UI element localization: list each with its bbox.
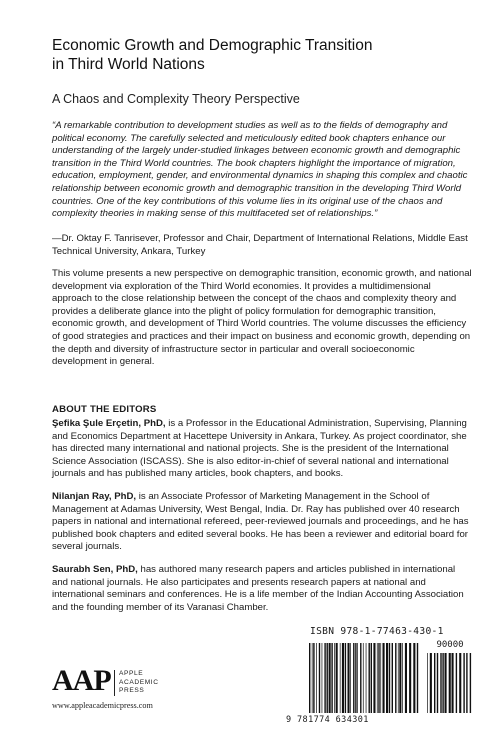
editor-bio-text: has authored many research papers and articles published in international and national journals. He also participates and presents research papers at national and international seminars and conferences. He is a life member of the Indian Accounting Association and the founding member of its Varanasi Chamber. bbox=[52, 564, 464, 613]
barcode-bar bbox=[377, 643, 378, 713]
barcode-addon-bar bbox=[449, 653, 451, 713]
endorsement-quote: “A remarkable contribution to development studies as well as to the fields of demography and political economy. The carefully selected and meticulously edited book chapters enhance our understanding of the largely under-studied linkages between economic growth and demographic transition in the Third World countries. The book chapters highlight the importance of migration, education, employment, gender, and environmental dynamics in shaping this complex and chaotic relationship between economic growth and demographic transition in the developing Third World countries. One of the key contributions of this volume lies in its original use of the chaos and complexity theories in making sense of this multifaceted set of relationships.” bbox=[52, 120, 468, 220]
barcode-bar bbox=[313, 643, 314, 713]
barcode-addon-bar bbox=[440, 653, 441, 713]
isbn-text: ISBN 978-1-77463-430-1 bbox=[310, 626, 444, 637]
barcode-bar bbox=[383, 643, 385, 713]
barcode-bar bbox=[350, 643, 351, 713]
publisher-logo-line: ACADEMIC bbox=[119, 678, 159, 686]
book-title-line-1: Economic Growth and Demographic Transition bbox=[52, 37, 373, 54]
book-title-line-2: in Third World Nations bbox=[52, 56, 205, 73]
publisher-logo bbox=[52, 664, 182, 704]
endorsement-attribution: —Dr. Oktay F. Tanrisever, Professor and Chair, Department of International Relations, Middle East Technical University, Ankara, Turkey bbox=[52, 233, 468, 257]
barcode-addon-bar bbox=[470, 653, 471, 713]
barcode-bar bbox=[348, 643, 350, 713]
editor-bio-text: is an Associate Professor of Marketing Management in the School of Management at Adamas University, West Bengal, India. Dr. Ray has published over 40 research papers in national and international refereed, peer-reviewed journals and proceedings, and he has published book chapters and edited several books. He has been a reviewer and editorial board for several journals. bbox=[52, 491, 469, 553]
barcode-price-code: 90000 bbox=[436, 640, 464, 650]
barcode-addon-bar bbox=[442, 653, 443, 713]
barcode-bar bbox=[399, 643, 401, 713]
barcode-bar bbox=[392, 643, 393, 713]
barcode-bar bbox=[366, 643, 367, 713]
barcode-bar bbox=[353, 643, 354, 713]
barcode-addon-bar bbox=[456, 653, 457, 713]
barcode-bar bbox=[371, 643, 372, 713]
barcode-addon-bar bbox=[463, 653, 464, 713]
barcode-bar bbox=[327, 643, 328, 713]
barcode-addon-bar bbox=[437, 653, 438, 713]
editor-bio bbox=[52, 491, 472, 554]
barcode-addon-bar bbox=[459, 653, 461, 713]
publisher-website: www.appleacademicpress.com bbox=[52, 701, 153, 710]
barcode-bar bbox=[342, 643, 344, 713]
barcode-bar bbox=[309, 643, 310, 713]
book-description: This volume presents a new perspective on demographic transition, economic growth, and national development via exploration of the Third World economies. It provides a multidimensional approach to the close relationship between the concept of the chaos and complexity theory and provides a deliberate glance into the plight of policy formulation for demographic transition, economic growth, and development of Third World countries. The volume discusses the efficiency of good strategies and practices and their impact on business and economic growth, depending on the depth and diversity of infrastructure sector in particular and overall socioeconomic development in general. bbox=[52, 268, 472, 368]
book-title bbox=[52, 36, 472, 74]
barcode-bar bbox=[380, 643, 381, 713]
barcode-bar bbox=[312, 643, 313, 713]
publisher-logo-divider bbox=[114, 670, 115, 696]
barcode-addon-bar bbox=[466, 653, 467, 713]
barcode-bar bbox=[322, 643, 323, 713]
barcode-bar bbox=[417, 643, 418, 713]
publisher-logo-line: PRESS bbox=[119, 687, 145, 694]
barcode-bar bbox=[386, 643, 388, 713]
barcode-bar bbox=[395, 643, 396, 713]
barcode-bar bbox=[316, 643, 317, 713]
publisher-logo-words bbox=[119, 670, 159, 696]
editor-name: Şefika Şule Erçetin, PhD, bbox=[52, 418, 166, 429]
isbn-barcode bbox=[286, 626, 476, 738]
barcode-bar bbox=[324, 643, 325, 713]
barcode-bar bbox=[369, 643, 370, 713]
publisher-logo-line: APPLE bbox=[119, 670, 144, 677]
barcode-bar bbox=[357, 643, 358, 713]
barcode-bar bbox=[378, 643, 379, 713]
barcode-bar bbox=[373, 643, 375, 713]
barcode-bar bbox=[336, 643, 338, 713]
barcode-bars bbox=[308, 643, 420, 713]
barcode-bar bbox=[319, 643, 320, 713]
barcode-bar bbox=[355, 643, 356, 713]
barcode-addon-bar bbox=[445, 653, 447, 713]
barcode-addon-bar bbox=[427, 653, 428, 713]
barcode-bar bbox=[331, 643, 332, 713]
barcode-bar bbox=[405, 643, 407, 713]
editor-bio bbox=[52, 564, 472, 614]
barcode-addon-bar bbox=[434, 653, 435, 713]
barcode-bar bbox=[409, 643, 411, 713]
editor-name: Saurabh Sen, PhD, bbox=[52, 564, 138, 575]
editors-heading: ABOUT THE EDITORS bbox=[52, 404, 157, 415]
barcode-addon-bar bbox=[430, 653, 432, 713]
barcode-bar bbox=[345, 643, 346, 713]
publisher-logo-mark: AAP bbox=[52, 664, 111, 697]
barcode-bar bbox=[402, 643, 403, 713]
barcode-digits: 9 781774 634301 bbox=[286, 715, 369, 725]
editor-bio bbox=[52, 418, 472, 481]
barcode-addon-bars bbox=[426, 653, 472, 713]
barcode-bar bbox=[413, 643, 415, 713]
barcode-bar bbox=[363, 643, 364, 713]
barcode-addon-bar bbox=[452, 653, 454, 713]
editor-name: Nilanjan Ray, PhD, bbox=[52, 491, 137, 502]
barcode-bar bbox=[329, 643, 331, 713]
barcode-bar bbox=[334, 643, 335, 713]
barcode-bar bbox=[389, 643, 390, 713]
barcode-bar bbox=[340, 643, 341, 713]
editor-bio-text: is a Professor in the Educational Administration, Supervising, Planning and Economics Department at Hacettepe University in Ankara, Turkey. As project coordinator, she has directed many international and national projects. She is the president of the International Science Association (ISCASS). She is also editor-in-chief of several national and international journals and has published many articles, book chapters, and books. bbox=[52, 418, 467, 480]
book-subtitle: A Chaos and Complexity Theory Perspective bbox=[52, 92, 300, 106]
barcode-bar bbox=[398, 643, 399, 713]
barcode-bar bbox=[360, 643, 361, 713]
